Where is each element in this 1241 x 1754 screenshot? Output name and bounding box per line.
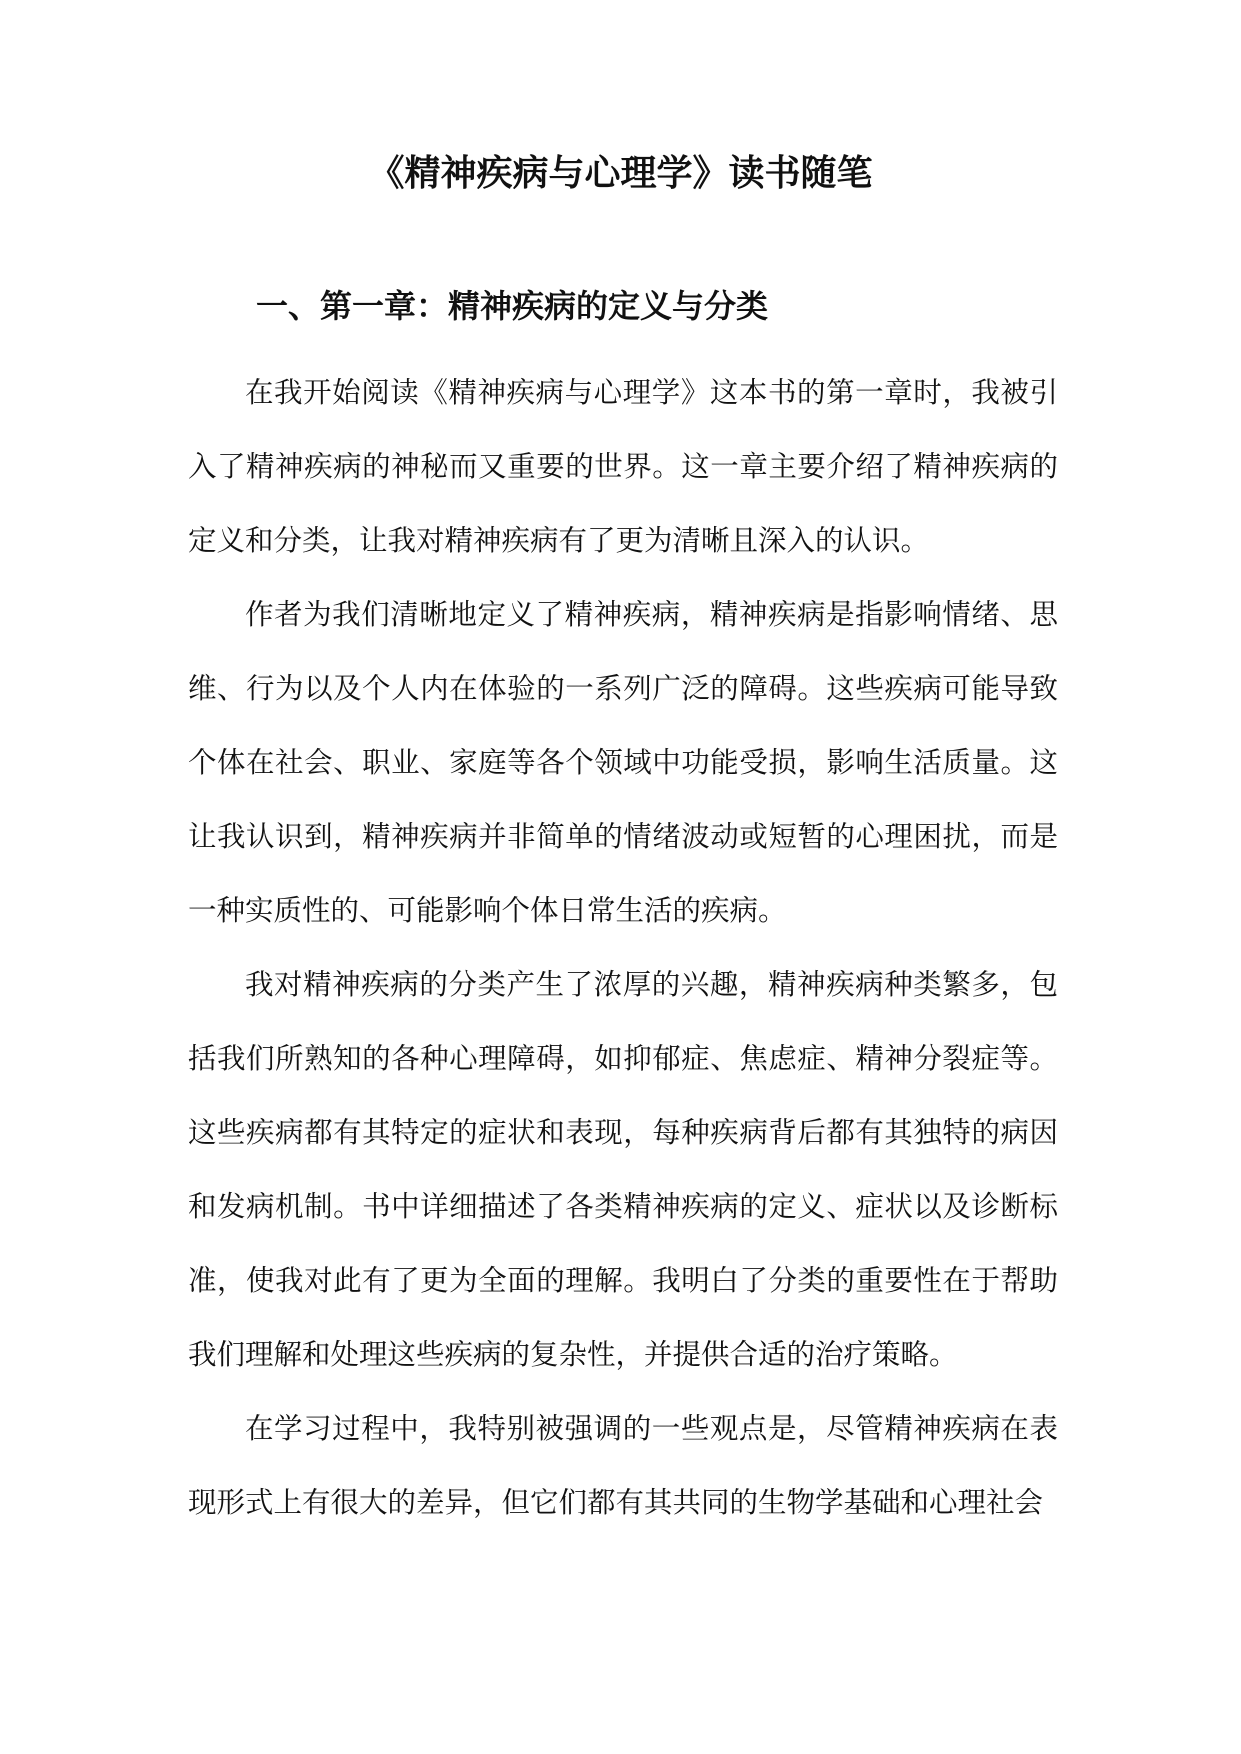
paragraph: 作者为我们清晰地定义了精神疾病，精神疾病是指影响情绪、思维、行为以及个人内在体验的一系列广泛的障碍。这些疾病可能导致个体在社会、职业、家庭等各个领域中功能受损，影响生活质量。这让我认识到，精神疾病并非简单的情绪波动或短暂的心理困扰，而是一种实质性的、可能影响个体日常生活的疾病。: [188, 598, 1058, 927]
paragraph: 在我开始阅读《精神疾病与心理学》这本书的第一章时，我被引入了精神疾病的神秘而又重要的世界。这一章主要介绍了精神疾病的定义和分类，让我对精神疾病有了更为清晰且深入的认识。: [188, 376, 1058, 557]
paragraph: 在学习过程中，我特别被强调的一些观点是，尽管精神疾病在表现形式上有很大的差异，但它们都有其共同的生物学基础和心理社会: [188, 1412, 1058, 1519]
section-heading: 一、第一章：精神疾病的定义与分类: [256, 287, 769, 325]
body-text: [188, 356, 1058, 1540]
document-title: 《精神疾病与心理学》读书随笔: [368, 152, 873, 194]
paragraph: 我对精神疾病的分类产生了浓厚的兴趣，精神疾病种类繁多，包括我们所熟知的各种心理障碍，如抑郁症、焦虑症、精神分裂症等。这些疾病都有其特定的症状和表现，每种疾病背后都有其独特的病因和发病机制。书中详细描述了各类精神疾病的定义、症状以及诊断标准，使我对此有了更为全面的理解。我明白了分类的重要性在于帮助我们理解和处理这些疾病的复杂性，并提供合适的治疗策略。: [188, 968, 1058, 1371]
